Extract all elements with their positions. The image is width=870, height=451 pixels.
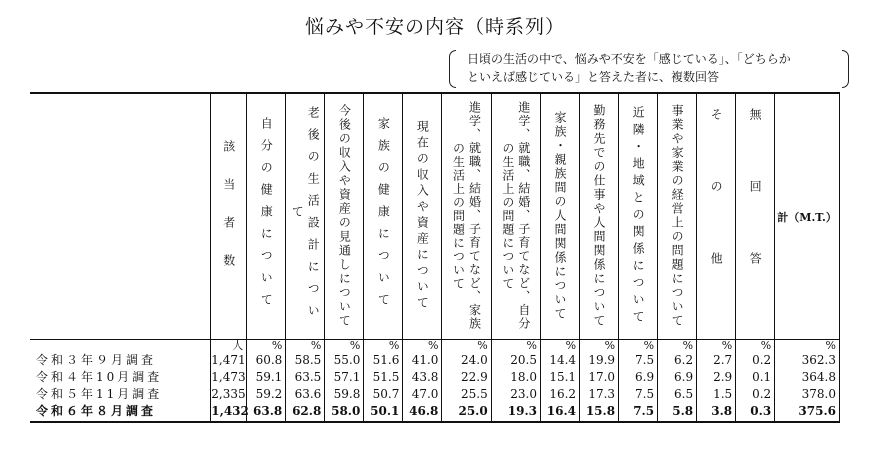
cell-value: 59.1: [247, 369, 286, 386]
cell-value: 3.8: [697, 403, 736, 422]
cell-value: 47.0: [403, 386, 442, 403]
header-workplace: 勤務先での仕事や人間関係について: [580, 93, 619, 340]
header-retirement-plan: 老後の生活設計について: [286, 93, 325, 340]
units-label-blank: [30, 340, 211, 353]
cell-value: 25.0: [442, 403, 491, 422]
cell-value: 23.0: [491, 386, 540, 403]
cell-value: 0.2: [736, 352, 775, 369]
header-other: その他: [697, 93, 736, 340]
cell-value: 0.3: [736, 403, 775, 422]
unit-pct: %: [697, 340, 736, 353]
cell-value: 18.0: [491, 369, 540, 386]
table-row: [30, 352, 840, 369]
header-row: [30, 93, 840, 340]
header-family-life-issues: [442, 93, 491, 340]
cell-value: 6.2: [658, 352, 697, 369]
cell-total: 378.0: [775, 386, 840, 403]
cell-value: 24.0: [442, 352, 491, 369]
cell-respondents: 1,471: [211, 353, 246, 367]
unit-pct: %: [541, 340, 580, 353]
survey-note: [449, 50, 849, 88]
unit-pct: %: [247, 340, 286, 353]
unit-pct: %: [364, 340, 403, 353]
cell-respondents: 2,335: [211, 387, 246, 401]
cell-value: 50.7: [364, 386, 403, 403]
cell-value: 60.8: [247, 352, 286, 369]
cell-value: 43.8: [403, 369, 442, 386]
cell-value: 22.9: [442, 369, 491, 386]
unit-respondents: 人: [211, 340, 247, 353]
header-future-income: 今後の収入や資産の見通しについて: [325, 93, 364, 340]
cell-value: 7.5: [619, 386, 658, 403]
unit-pct: %: [491, 340, 540, 353]
cell-value: 16.2: [541, 386, 580, 403]
table-row-latest: [30, 403, 840, 422]
cell-value: 57.1: [325, 369, 364, 386]
cell-value: 20.5: [491, 352, 540, 369]
unit-pct: %: [775, 340, 840, 353]
cell-value: 46.8: [403, 403, 442, 422]
row-label: 令和４年10月調査: [36, 370, 163, 384]
cell-value: 63.6: [286, 386, 325, 403]
cell-value: 63.5: [286, 369, 325, 386]
header-family-relations: 家族・親族間の人間関係について: [541, 93, 580, 340]
header-current-income: 現在の収入や資産について: [403, 93, 442, 340]
note-bracket-left: [449, 50, 456, 88]
unit-pct: %: [286, 340, 325, 353]
cell-value: 15.8: [580, 403, 619, 422]
header-own-life-issues: [491, 93, 540, 340]
note-line-1: 日頃の生活の中で、悩みや不安を「感じている」、「どちらか: [467, 52, 791, 66]
cell-value: 16.4: [541, 403, 580, 422]
survey-table: [30, 92, 840, 423]
header-family-life-issues-line2: の生活上の問題について: [451, 141, 466, 291]
cell-value: 15.1: [541, 369, 580, 386]
unit-pct: %: [736, 340, 775, 353]
cell-value: 58.0: [325, 403, 364, 422]
table-row: [30, 386, 840, 403]
cell-value: 50.1: [364, 403, 403, 422]
cell-value: 6.9: [658, 369, 697, 386]
cell-value: 19.3: [491, 403, 540, 422]
header-total: 計（M.T.）: [775, 93, 840, 340]
row-label: 令和６年８月調査: [36, 404, 157, 418]
header-business: 事業や家業の経営上の問題について: [658, 93, 697, 340]
unit-pct: %: [442, 340, 491, 353]
header-neighborhood: 近隣・地域との関係について: [619, 93, 658, 340]
table-row: [30, 369, 840, 386]
header-label-blank: [30, 93, 211, 340]
cell-value: 2.7: [697, 352, 736, 369]
cell-respondents: 1,432: [211, 403, 247, 422]
note-bracket-right: [842, 50, 849, 88]
cell-value: 0.1: [736, 369, 775, 386]
cell-value: 6.5: [658, 386, 697, 403]
header-family-health: 家族の健康について: [364, 93, 403, 340]
header-own-health: 自分の健康について: [247, 93, 286, 340]
cell-value: 1.5: [697, 386, 736, 403]
cell-total: 362.3: [775, 352, 840, 369]
page-title: 悩みや不安の内容（時系列）: [304, 16, 565, 38]
row-label: 令和５年11月調査: [36, 387, 163, 401]
cell-value: 6.9: [619, 369, 658, 386]
row-label: 令和３年９月調査: [36, 353, 157, 367]
cell-total: 375.6: [775, 403, 840, 422]
unit-pct: %: [325, 340, 364, 353]
cell-value: 58.5: [286, 352, 325, 369]
cell-total: 364.8: [775, 369, 840, 386]
cell-value: 63.8: [247, 403, 286, 422]
cell-value: 17.3: [580, 386, 619, 403]
header-no-answer: 無回答: [736, 93, 775, 340]
cell-value: 51.5: [364, 369, 403, 386]
unit-pct: %: [658, 340, 697, 353]
cell-value: 17.0: [580, 369, 619, 386]
cell-value: 41.0: [403, 352, 442, 369]
cell-value: 19.9: [580, 352, 619, 369]
cell-value: 14.4: [541, 352, 580, 369]
header-own-life-issues-line1: 進学、就職、結婚、子育てなど、自分: [516, 101, 531, 331]
cell-value: 7.5: [619, 352, 658, 369]
cell-value: 0.2: [736, 386, 775, 403]
cell-value: 2.9: [697, 369, 736, 386]
note-line-2: といえば感じている」と答えた者に、複数回答: [467, 70, 720, 84]
header-family-life-issues-line1: 進学、就職、結婚、子育てなど、家族: [467, 101, 482, 331]
header-respondents: 該当者数: [211, 93, 247, 340]
cell-value: 59.8: [325, 386, 364, 403]
cell-value: 7.5: [619, 403, 658, 422]
cell-value: 25.5: [442, 386, 491, 403]
header-own-life-issues-line2: の生活上の問題について: [500, 141, 515, 291]
cell-respondents: 1,473: [211, 370, 246, 384]
units-row: [30, 340, 840, 353]
unit-pct: %: [403, 340, 442, 353]
unit-pct: %: [619, 340, 658, 353]
unit-pct: %: [580, 340, 619, 353]
cell-value: 62.8: [286, 403, 325, 422]
cell-value: 55.0: [325, 352, 364, 369]
cell-value: 51.6: [364, 352, 403, 369]
cell-value: 5.8: [658, 403, 697, 422]
cell-value: 59.2: [247, 386, 286, 403]
